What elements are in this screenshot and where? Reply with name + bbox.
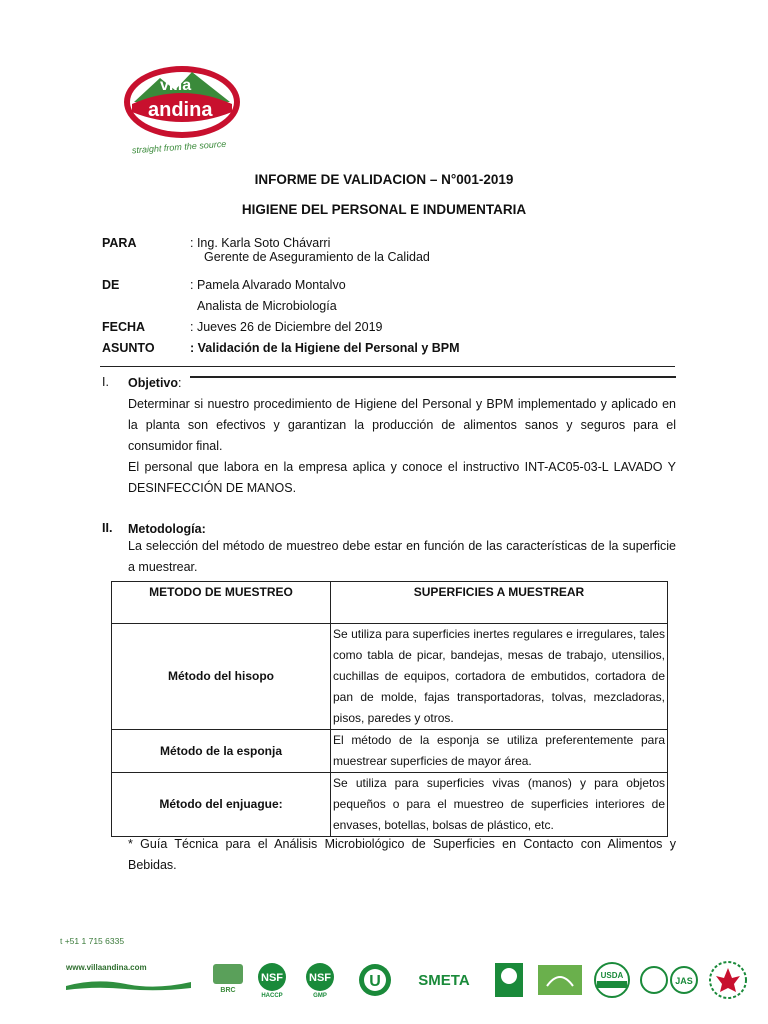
reference-note: * Guía Técnica para el Análisis Microbiológico de Superficies en Contacto con Alimentos y Bebidas. [128,837,676,872]
footer-wave-graphic [66,978,191,992]
table-cell-method: Método del enjuague: [112,773,331,837]
section-1-heading: Objetivo [128,376,179,390]
svg-text:NSF: NSF [261,972,283,984]
table-cell-method: Método de la esponja [112,730,331,773]
svg-text:U: U [369,973,381,990]
svg-text:andina: andina [148,99,213,121]
fecha-label: FECHA [102,320,146,334]
table-cell-description: Se utiliza para superficies inertes regulares e irregulares, tales como tabla de picar, bandejas, mesas de trabajo, utensilios, cuchillas de equipos, cortadora de embutidos, cortadora de pan de molde, fajas transportadoras, tolvas, mezcladoras, pisos, paredes y otros. [331,624,668,730]
svg-text:USDA: USDA [600,971,624,980]
svg-text:JAS: JAS [675,976,693,986]
section-1-heading-line [128,373,676,394]
section-2-heading: Metodología: [128,522,206,536]
section-2-number: II. [102,521,113,535]
table-header-surfaces: SUPERFICIES A MUESTREAR [331,582,668,624]
table-cell-method: Método del hisopo [112,624,331,730]
para-value: : Ing. Karla Soto Chávarri [190,236,331,250]
de-value-2: Analista de Microbiología [197,299,337,313]
de-value: : Pamela Alvarado Montalvo [190,278,346,292]
kosher-u-logo [352,962,398,998]
usda-organic-logo [592,962,632,998]
svg-text:BRC: BRC [220,987,236,994]
svg-text:villa: villa [160,77,192,94]
svg-text:NSF: NSF [309,972,331,984]
table-row [112,624,668,730]
canada-organic-logo [706,962,750,998]
para-value-2: Gerente de Aseguramiento de la Calidad [204,250,430,264]
svg-text:straight from the source: straight from the source [131,138,227,156]
footer-phone: t +51 1 715 6335 [60,936,125,946]
eu-organic-logo [536,962,584,998]
section-1-paragraph-2: El personal que labora en la empresa aplica y conoce el instructivo INT-AC05-03-L LAVADO Y DESINFECCIÓN DE MANOS. [128,460,676,495]
section-1-paragraph-1: Determinar si nuestro procedimiento de Higiene del Personal y BPM implementado y aplicado en la planta son efectivos y garantizan la producción de alimentos sanos y seguros para el consumidor final. [128,397,676,453]
brc-food-logo [210,962,246,998]
fecha-value: : Jueves 26 de Diciembre del 2019 [190,320,383,334]
table-header-row [112,582,668,624]
jas-logo [638,962,700,998]
footer-website: www.villaandina.com [66,963,147,972]
section-2-paragraph: La selección del método de muestreo debe estar en función de las características de la superficie a muestrear. [128,539,676,574]
de-label: DE [102,278,120,292]
asunto-label: ASUNTO [102,341,155,355]
divider-line [100,366,675,367]
report-subtitle: HIGIENE DEL PERSONAL E INDUMENTARIA [241,202,527,217]
table-cell-description: Se utiliza para superficies vivas (manos) y para objetos pequeños o para el muestreo de superficies interiores de envases, botellas, bolsas de plástico, etc. [331,773,668,837]
section-1-colon: : [178,376,182,390]
nsf-haccp-logo [252,962,292,998]
nsf-gmp-logo [300,962,340,998]
table-row [112,773,668,837]
para-label: PARA [102,236,137,250]
section-1-number: I. [102,375,109,389]
report-title: INFORME DE VALIDACION – N°001-2019 [254,172,514,187]
svg-text:GMP: GMP [313,993,327,998]
table-header-method: METODO DE MUESTREO [112,582,331,624]
table-cell-description: El método de la esponja se utiliza preferentemente para muestrear superficies de mayor área. [331,730,668,773]
fair-trade-logo [492,962,526,998]
asunto-value: : Validación de la Higiene del Personal y BPM [190,341,460,355]
villa-andina-logo [120,62,245,162]
svg-text:HACCP: HACCP [261,993,283,998]
sampling-methods-table [111,581,668,837]
table-row [112,730,668,773]
smeta-logo: SMETA [418,971,470,989]
